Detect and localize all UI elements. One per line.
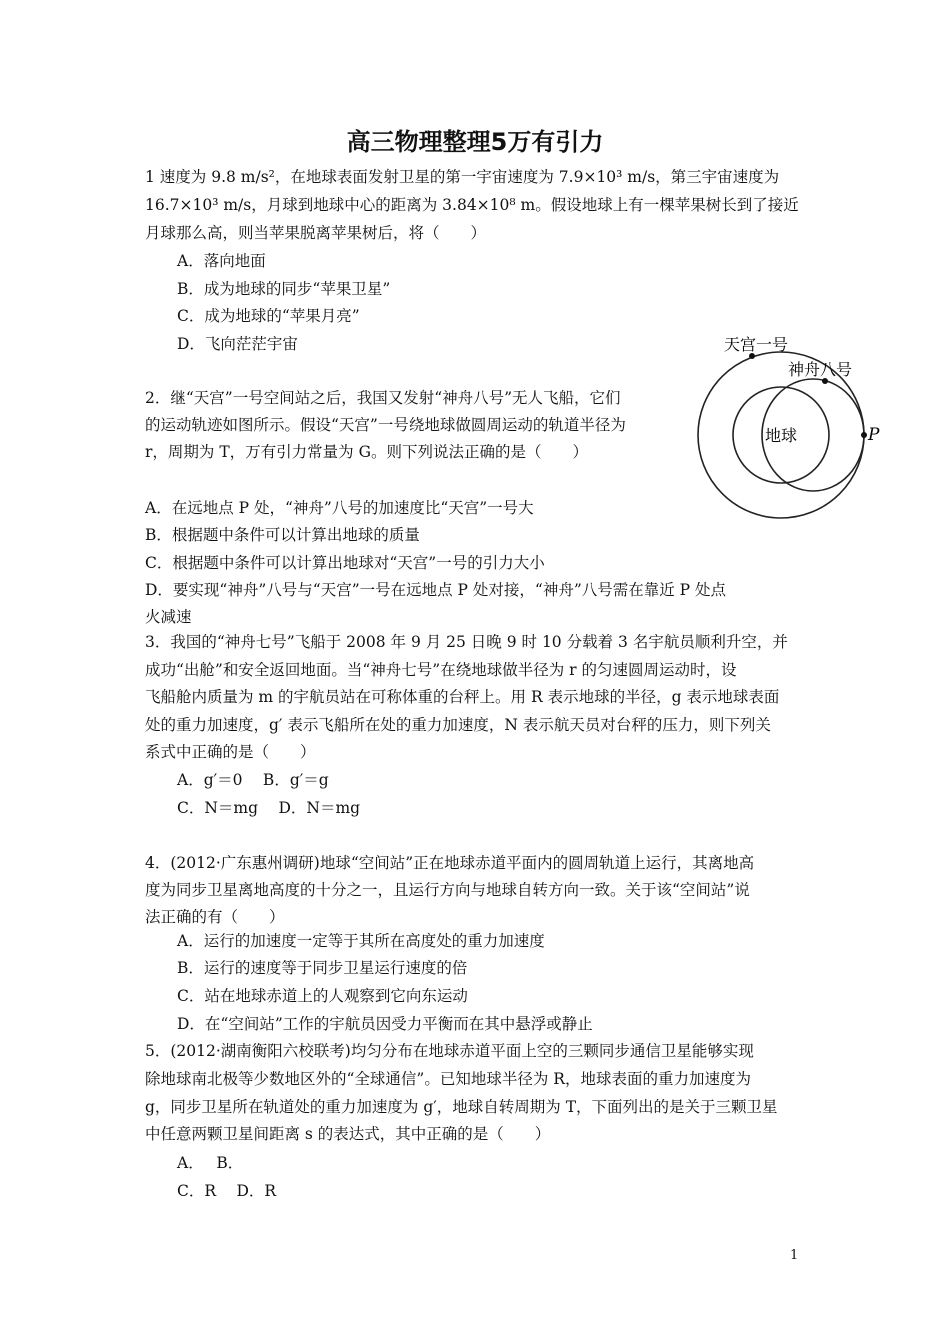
q4-line-2: 度为同步卫星离地高度的十分之一，且运行方向与地球自转方向一致。关于该“空间站”说 bbox=[145, 881, 750, 899]
q3-line-4: 处的重力加速度，g′ 表示飞船所在处的重力加速度，N 表示航天员对台秤的压力，则下列关 bbox=[145, 716, 771, 734]
q2-line-2: 的运动轨迹如图所示。假设“天宫”一号绕地球做圆周运动的轨道半径为 bbox=[145, 416, 626, 434]
q5-line-2: 除地球南北极等少数地区外的“全球通信”。已知地球半径为 R，地球表面的重力加速度为 bbox=[145, 1070, 751, 1088]
q1-option-d: D．飞向茫茫宇宙 bbox=[177, 335, 298, 353]
q4-option-a: A．运行的加速度一定等于其所在高度处的重力加速度 bbox=[177, 932, 545, 950]
q1-line-1: 1 速度为 9.8 m/s²，在地球表面发射卫星的第一宇宙速度为 7.9×10³ m/s，第三宇宙速度为 bbox=[145, 168, 780, 186]
q2-line-3: r，周期为 T，万有引力常量为 G。则下列说法正确的是（ ） bbox=[145, 443, 588, 461]
q2-option-d-cont: 火减速 bbox=[145, 608, 192, 626]
q1-option-b: B．成为地球的同步“苹果卫星” bbox=[177, 280, 391, 298]
q3-line-3: 飞船舱内质量为 m 的宇航员站在可称体重的台秤上。用 R 表示地球的半径，g 表示地球表面 bbox=[145, 688, 780, 706]
q5-line-1: 5．(2012·湖南衡阳六校联考)均匀分布在地球赤道平面上空的三颗同步通信卫星能够实现 bbox=[145, 1042, 754, 1060]
q4-option-b: B．运行的速度等于同步卫星运行速度的倍 bbox=[177, 959, 468, 977]
q4-line-3: 法正确的有（ ） bbox=[145, 908, 285, 926]
q2-option-d: D．要实现“神舟”八号与“天宫”一号在远地点 P 处对接，“神舟”八号需在靠近 P 处点 bbox=[145, 581, 727, 599]
q2-option-c: C．根据题中条件可以计算出地球对“天宫”一号的引力大小 bbox=[145, 554, 545, 572]
point-p-dot bbox=[861, 432, 867, 438]
q1-line-3: 月球那么高，则当苹果脱离苹果树后，将（ ） bbox=[145, 224, 487, 242]
q2-line-1: 2．继“天宫”一号空间站之后，我国又发射“神舟八号”无人飞船，它们 bbox=[145, 389, 621, 407]
q5-line-4: 中任意两颗卫星间距离 s 的表达式，其中正确的是（ ） bbox=[145, 1125, 551, 1143]
q1-option-c: C．成为地球的“苹果月亮” bbox=[177, 307, 360, 325]
q4-line-1: 4．(2012·广东惠州调研)地球“空间站”正在地球赤道平面内的圆周轨道上运行，其离地高 bbox=[145, 854, 755, 872]
q3-line-2: 成功“出舱”和安全返回地面。当“神舟七号”在绕地球做半径为 r 的匀速圆周运动时，设 bbox=[145, 661, 737, 679]
orbit-diagram bbox=[690, 325, 890, 525]
page-title: 高三物理整理5万有引力 bbox=[346, 128, 604, 156]
q4-option-c: C．站在地球赤道上的人观察到它向东运动 bbox=[177, 987, 468, 1005]
page-number: 1 bbox=[790, 1248, 799, 1263]
q5-options-ab: A． B． bbox=[177, 1154, 244, 1172]
q3-options-cd: C．N＝mg D．N＝mg bbox=[177, 799, 361, 817]
q1-option-a: A．落向地面 bbox=[177, 252, 266, 270]
q5-line-3: g，同步卫星所在轨道处的重力加速度为 g′，地球自转周期为 T，下面列出的是关于三颗卫星 bbox=[145, 1098, 778, 1116]
tiangong-label: 天宫一号 bbox=[724, 335, 789, 354]
q3-line-1: 3．我国的“神舟七号”飞船于 2008 年 9 月 25 日晚 9 时 10 分载着 3 名宇航员顺利升空，并 bbox=[145, 633, 788, 651]
point-p-label: P bbox=[868, 425, 880, 445]
q3-options-ab: A．g′＝0 B．g′＝g bbox=[177, 771, 329, 789]
q2-option-b: B．根据题中条件可以计算出地球的质量 bbox=[145, 526, 420, 544]
q4-option-d: D．在“空间站”工作的宇航员因受力平衡而在其中悬浮或静止 bbox=[177, 1015, 593, 1033]
q1-line-2: 16.7×10³ m/s，月球到地球中心的距离为 3.84×10⁸ m。假设地球上有一棵苹果树长到了接近 bbox=[145, 196, 799, 214]
q2-option-a: A．在远地点 P 处，“神舟”八号的加速度比“天宫”一号大 bbox=[145, 499, 534, 517]
q5-options-cd: C．R D．R bbox=[177, 1182, 277, 1200]
shenzhou-label: 神舟八号 bbox=[788, 360, 853, 379]
q3-line-5: 系式中正确的是（ ） bbox=[145, 743, 316, 761]
earth-label: 地球 bbox=[765, 426, 798, 445]
